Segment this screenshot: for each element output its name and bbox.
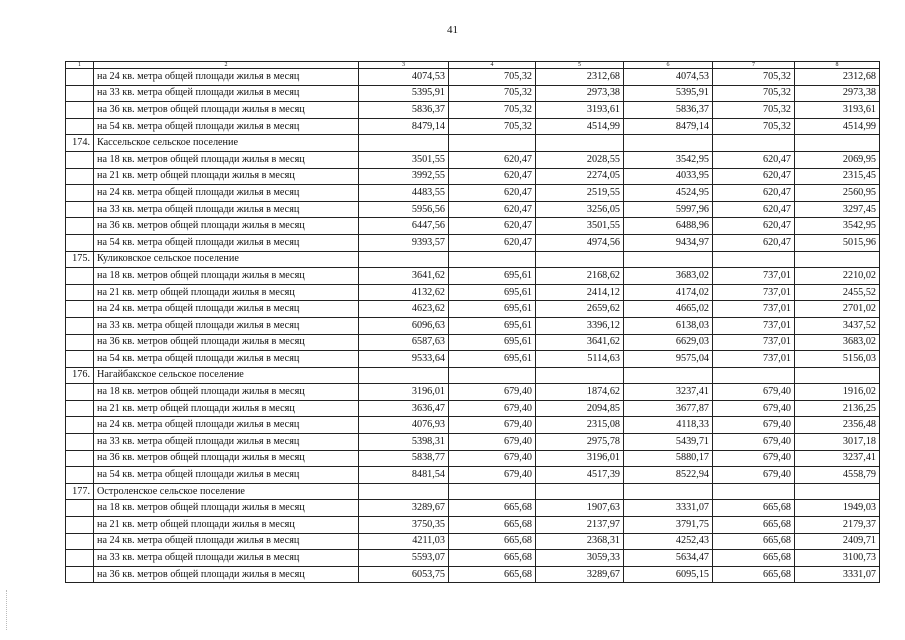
column-number-header: 6 [624,62,713,69]
norm-description: на 24 кв. метра общей площади жилья в месяц [94,185,359,202]
value-cell: 2137,97 [536,517,624,534]
table-row [66,201,880,218]
value-cell: 679,40 [449,384,536,401]
norm-description: на 54 кв. метра общей площади жилья в месяц [94,234,359,251]
value-cell: 679,40 [449,417,536,434]
value-cell: 3196,01 [536,450,624,467]
row-number-cell [66,417,94,434]
value-cell: 2179,37 [795,517,880,534]
scan-margin-mark [6,590,8,630]
norm-description: на 24 кв. метра общей площади жилья в месяц [94,301,359,318]
value-cell: 665,68 [449,500,536,517]
row-number-cell [66,301,94,318]
section-row [66,135,880,152]
value-cell: 6447,56 [359,218,449,235]
empty-cell [359,367,449,384]
row-number-cell [66,550,94,567]
value-cell: 1916,02 [795,384,880,401]
value-cell: 2094,85 [536,400,624,417]
value-cell: 8481,54 [359,467,449,484]
table-body [66,62,880,583]
value-cell: 679,40 [713,450,795,467]
value-cell: 2356,48 [795,417,880,434]
norm-description: на 18 кв. метров общей площади жилья в месяц [94,500,359,517]
value-cell: 4514,99 [536,118,624,135]
value-cell: 2455,52 [795,284,880,301]
value-cell: 4118,33 [624,417,713,434]
value-cell: 665,68 [713,550,795,567]
section-number: 174. [66,135,94,152]
table-header-row [66,62,880,69]
value-cell: 2973,38 [536,85,624,102]
value-cell: 5836,37 [359,102,449,119]
value-cell: 705,32 [449,69,536,86]
value-cell: 6053,75 [359,566,449,583]
value-cell: 695,61 [449,351,536,368]
table-row [66,151,880,168]
value-cell: 4252,43 [624,533,713,550]
value-cell: 5114,63 [536,351,624,368]
page-number: 41 [447,24,458,36]
row-number-cell [66,268,94,285]
column-number-header: 4 [449,62,536,69]
column-number-header: 1 [66,62,94,69]
empty-cell [795,367,880,384]
row-number-cell [66,533,94,550]
value-cell: 665,68 [449,517,536,534]
value-cell: 6488,96 [624,218,713,235]
table-row [66,268,880,285]
value-cell: 5956,56 [359,201,449,218]
value-cell: 3289,67 [536,566,624,583]
value-cell: 3791,75 [624,517,713,534]
value-cell: 2274,05 [536,168,624,185]
value-cell: 620,47 [713,201,795,218]
value-cell: 4665,02 [624,301,713,318]
value-cell: 3237,41 [624,384,713,401]
value-cell: 695,61 [449,334,536,351]
value-cell: 6096,63 [359,317,449,334]
value-cell: 4514,99 [795,118,880,135]
value-cell: 620,47 [449,168,536,185]
row-number-cell [66,185,94,202]
row-number-cell [66,201,94,218]
tariff-table [65,61,880,583]
value-cell: 4074,53 [359,69,449,86]
norm-description: на 36 кв. метров общей площади жилья в месяц [94,566,359,583]
value-cell: 2409,71 [795,533,880,550]
row-number-cell [66,69,94,86]
row-number-cell [66,450,94,467]
table-row [66,301,880,318]
value-cell: 3017,18 [795,434,880,451]
table-row [66,85,880,102]
value-cell: 620,47 [449,234,536,251]
table-row [66,417,880,434]
empty-cell [359,483,449,500]
value-cell: 665,68 [713,566,795,583]
value-cell: 695,61 [449,284,536,301]
table-row [66,384,880,401]
row-number-cell [66,566,94,583]
norm-description: на 54 кв. метра общей площади жилья в месяц [94,467,359,484]
value-cell: 679,40 [713,400,795,417]
value-cell: 737,01 [713,334,795,351]
value-cell: 1949,03 [795,500,880,517]
table-row [66,69,880,86]
value-cell: 3331,07 [795,566,880,583]
value-cell: 679,40 [449,400,536,417]
norm-description: на 33 кв. метра общей площади жилья в месяц [94,317,359,334]
value-cell: 620,47 [713,218,795,235]
value-cell: 3542,95 [624,151,713,168]
norm-description: на 24 кв. метра общей площади жилья в месяц [94,69,359,86]
norm-description: на 21 кв. метр общей площади жилья в месяц [94,284,359,301]
table-row [66,517,880,534]
value-cell: 679,40 [449,467,536,484]
column-number-header: 2 [94,62,359,69]
table-row [66,218,880,235]
section-row [66,367,880,384]
value-cell: 9575,04 [624,351,713,368]
value-cell: 679,40 [449,434,536,451]
value-cell: 3196,01 [359,384,449,401]
value-cell: 6095,15 [624,566,713,583]
table-row [66,500,880,517]
table-row [66,284,880,301]
table-row [66,467,880,484]
value-cell: 620,47 [449,218,536,235]
table-row [66,168,880,185]
empty-cell [713,367,795,384]
row-number-cell [66,168,94,185]
value-cell: 4483,55 [359,185,449,202]
norm-description: на 36 кв. метров общей площади жилья в месяц [94,334,359,351]
value-cell: 3542,95 [795,218,880,235]
column-number-header: 5 [536,62,624,69]
table-row [66,450,880,467]
value-cell: 6587,63 [359,334,449,351]
value-cell: 620,47 [449,201,536,218]
table-row [66,234,880,251]
value-cell: 2975,78 [536,434,624,451]
table-row [66,566,880,583]
value-cell: 2560,95 [795,185,880,202]
settlement-name: Остроленское сельское поселение [94,483,359,500]
value-cell: 705,32 [449,118,536,135]
table-row [66,118,880,135]
section-number: 175. [66,251,94,268]
value-cell: 9393,57 [359,234,449,251]
value-cell: 2312,68 [536,69,624,86]
value-cell: 2414,12 [536,284,624,301]
value-cell: 2973,38 [795,85,880,102]
value-cell: 6629,03 [624,334,713,351]
value-cell: 2368,31 [536,533,624,550]
norm-description: на 33 кв. метра общей площади жилья в месяц [94,201,359,218]
row-number-cell [66,434,94,451]
value-cell: 3237,41 [795,450,880,467]
norm-description: на 24 кв. метра общей площади жилья в месяц [94,533,359,550]
value-cell: 2136,25 [795,400,880,417]
value-cell: 1907,63 [536,500,624,517]
value-cell: 2659,62 [536,301,624,318]
value-cell: 4174,02 [624,284,713,301]
value-cell: 705,32 [713,118,795,135]
value-cell: 3501,55 [536,218,624,235]
empty-cell [449,367,536,384]
table-row [66,317,880,334]
empty-cell [359,135,449,152]
value-cell: 6138,03 [624,317,713,334]
value-cell: 3641,62 [359,268,449,285]
value-cell: 2315,08 [536,417,624,434]
value-cell: 665,68 [449,550,536,567]
value-cell: 8479,14 [624,118,713,135]
norm-description: на 33 кв. метра общей площади жилья в месяц [94,550,359,567]
empty-cell [536,251,624,268]
row-number-cell [66,400,94,417]
table-row [66,550,880,567]
column-number-header: 7 [713,62,795,69]
empty-cell [536,367,624,384]
value-cell: 5015,96 [795,234,880,251]
value-cell: 737,01 [713,317,795,334]
value-cell: 3100,73 [795,550,880,567]
value-cell: 3501,55 [359,151,449,168]
value-cell: 620,47 [713,185,795,202]
empty-cell [536,483,624,500]
settlement-name: Куликовское сельское поселение [94,251,359,268]
value-cell: 9434,97 [624,234,713,251]
value-cell: 4623,62 [359,301,449,318]
value-cell: 620,47 [449,185,536,202]
empty-cell [713,251,795,268]
row-number-cell [66,351,94,368]
norm-description: на 21 кв. метр общей площади жилья в месяц [94,400,359,417]
table-row [66,351,880,368]
value-cell: 705,32 [713,85,795,102]
value-cell: 679,40 [713,467,795,484]
value-cell: 3193,61 [795,102,880,119]
row-number-cell [66,118,94,135]
empty-cell [624,367,713,384]
value-cell: 4076,93 [359,417,449,434]
norm-description: на 21 кв. метр общей площади жилья в месяц [94,517,359,534]
row-number-cell [66,384,94,401]
empty-cell [624,483,713,500]
row-number-cell [66,500,94,517]
table-row [66,533,880,550]
value-cell: 665,68 [449,533,536,550]
value-cell: 5836,37 [624,102,713,119]
value-cell: 5593,07 [359,550,449,567]
value-cell: 2312,68 [795,69,880,86]
value-cell: 737,01 [713,351,795,368]
value-cell: 5156,03 [795,351,880,368]
value-cell: 2028,55 [536,151,624,168]
value-cell: 3437,52 [795,317,880,334]
value-cell: 3059,33 [536,550,624,567]
value-cell: 665,68 [713,517,795,534]
value-cell: 737,01 [713,301,795,318]
value-cell: 620,47 [449,151,536,168]
table-row [66,400,880,417]
value-cell: 2315,45 [795,168,880,185]
value-cell: 679,40 [449,450,536,467]
section-row [66,251,880,268]
empty-cell [713,135,795,152]
value-cell: 8479,14 [359,118,449,135]
value-cell: 620,47 [713,234,795,251]
row-number-cell [66,218,94,235]
value-cell: 2519,55 [536,185,624,202]
value-cell: 737,01 [713,284,795,301]
table-row [66,334,880,351]
value-cell: 4033,95 [624,168,713,185]
empty-cell [795,483,880,500]
value-cell: 695,61 [449,268,536,285]
value-cell: 4211,03 [359,533,449,550]
value-cell: 4074,53 [624,69,713,86]
value-cell: 705,32 [713,102,795,119]
row-number-cell [66,334,94,351]
value-cell: 3641,62 [536,334,624,351]
empty-cell [449,483,536,500]
value-cell: 4132,62 [359,284,449,301]
norm-description: на 18 кв. метров общей площади жилья в месяц [94,384,359,401]
value-cell: 5398,31 [359,434,449,451]
empty-cell [624,251,713,268]
value-cell: 4517,39 [536,467,624,484]
norm-description: на 18 кв. метров общей площади жилья в месяц [94,268,359,285]
table-row [66,185,880,202]
table-row [66,102,880,119]
row-number-cell [66,234,94,251]
value-cell: 3331,07 [624,500,713,517]
empty-cell [713,483,795,500]
norm-description: на 33 кв. метра общей площади жилья в месяц [94,434,359,451]
empty-cell [795,135,880,152]
row-number-cell [66,517,94,534]
empty-cell [359,251,449,268]
value-cell: 3683,02 [624,268,713,285]
value-cell: 2069,95 [795,151,880,168]
norm-description: на 21 кв. метр общей площади жилья в месяц [94,168,359,185]
value-cell: 5439,71 [624,434,713,451]
value-cell: 3193,61 [536,102,624,119]
empty-cell [624,135,713,152]
value-cell: 620,47 [713,151,795,168]
value-cell: 679,40 [713,384,795,401]
empty-cell [536,135,624,152]
value-cell: 2701,02 [795,301,880,318]
value-cell: 679,40 [713,417,795,434]
section-row [66,483,880,500]
value-cell: 705,32 [449,85,536,102]
row-number-cell [66,85,94,102]
norm-description: на 54 кв. метра общей площади жилья в месяц [94,351,359,368]
value-cell: 3683,02 [795,334,880,351]
value-cell: 3677,87 [624,400,713,417]
section-number: 176. [66,367,94,384]
norm-description: на 36 кв. метров общей площади жилья в месяц [94,450,359,467]
value-cell: 705,32 [449,102,536,119]
value-cell: 9533,64 [359,351,449,368]
settlement-name: Кассельское сельское поселение [94,135,359,152]
norm-description: на 36 кв. метров общей площади жилья в месяц [94,102,359,119]
value-cell: 695,61 [449,317,536,334]
value-cell: 4524,95 [624,185,713,202]
value-cell: 2168,62 [536,268,624,285]
row-number-cell [66,317,94,334]
value-cell: 3297,45 [795,201,880,218]
value-cell: 5880,17 [624,450,713,467]
row-number-cell [66,151,94,168]
column-number-header: 8 [795,62,880,69]
value-cell: 3396,12 [536,317,624,334]
value-cell: 665,68 [713,533,795,550]
value-cell: 3992,55 [359,168,449,185]
value-cell: 3256,05 [536,201,624,218]
settlement-name: Нагайбакское сельское поселение [94,367,359,384]
value-cell: 5838,77 [359,450,449,467]
norm-description: на 24 кв. метра общей площади жилья в месяц [94,417,359,434]
value-cell: 8522,94 [624,467,713,484]
value-cell: 4974,56 [536,234,624,251]
value-cell: 737,01 [713,268,795,285]
norm-description: на 36 кв. метров общей площади жилья в месяц [94,218,359,235]
value-cell: 620,47 [713,168,795,185]
norm-description: на 54 кв. метра общей площади жилья в месяц [94,118,359,135]
value-cell: 695,61 [449,301,536,318]
column-number-header: 3 [359,62,449,69]
section-number: 177. [66,483,94,500]
norm-description: на 33 кв. метра общей площади жилья в месяц [94,85,359,102]
value-cell: 3750,35 [359,517,449,534]
table-row [66,434,880,451]
value-cell: 2210,02 [795,268,880,285]
value-cell: 705,32 [713,69,795,86]
row-number-cell [66,467,94,484]
value-cell: 5395,91 [624,85,713,102]
value-cell: 1874,62 [536,384,624,401]
value-cell: 5997,96 [624,201,713,218]
value-cell: 5634,47 [624,550,713,567]
value-cell: 665,68 [449,566,536,583]
value-cell: 5395,91 [359,85,449,102]
empty-cell [795,251,880,268]
value-cell: 679,40 [713,434,795,451]
row-number-cell [66,102,94,119]
value-cell: 3289,67 [359,500,449,517]
row-number-cell [66,284,94,301]
empty-cell [449,135,536,152]
value-cell: 3636,47 [359,400,449,417]
empty-cell [449,251,536,268]
value-cell: 4558,79 [795,467,880,484]
norm-description: на 18 кв. метров общей площади жилья в месяц [94,151,359,168]
value-cell: 665,68 [713,500,795,517]
